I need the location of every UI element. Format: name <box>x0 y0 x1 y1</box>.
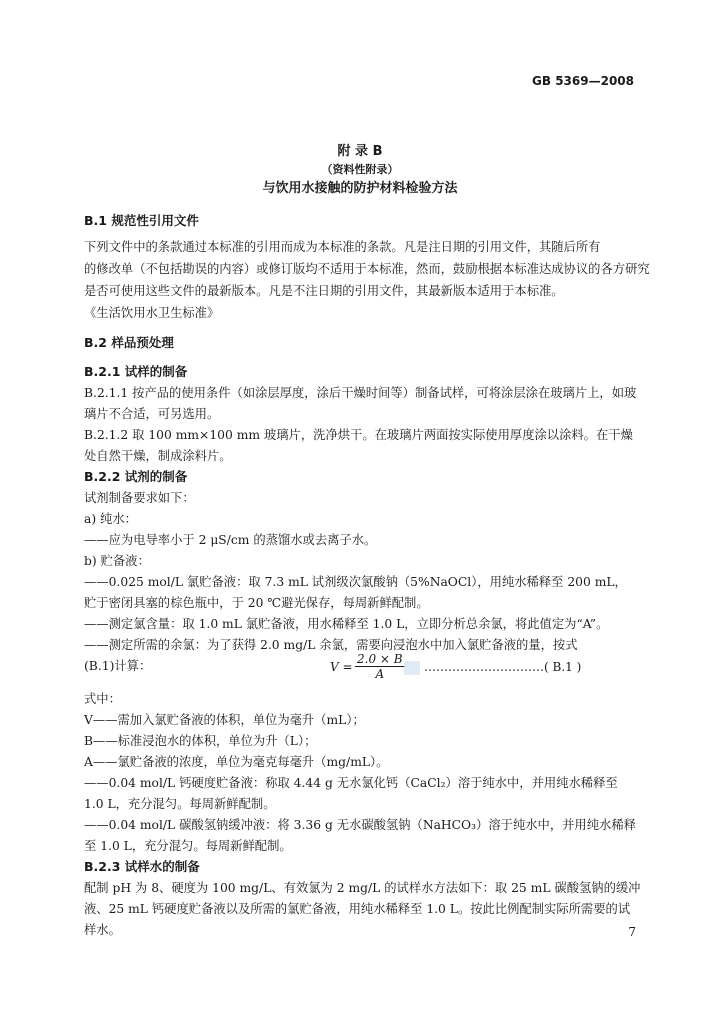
text-line: V——需加入氯贮备液的体积，单位为毫升（mL）； <box>84 713 365 727</box>
section-heading: B.1 规范性引用文件 <box>84 213 199 228</box>
standard-code: GB 5369—2008 <box>532 74 634 88</box>
appendix-label: 附 录 B <box>337 144 383 159</box>
text-line: 式中： <box>84 692 121 706</box>
text-line: A——氯贮备液的浓度，单位为毫克每毫升（mg/mL）。 <box>84 755 389 769</box>
text-line: 配制 pH 为 8、硬度为 100 mg/L、有效氯为 2 mg/L 的试样水方法如下：取 25 mL 碳酸氢钠的缓冲 <box>84 881 641 895</box>
text-line: 是否可使用这些文件的最新版本。凡是不注日期的引用文件，其最新版本适用于本标准。 <box>84 284 564 298</box>
text-line: 贮于密闭具塞的棕色瓶中，于 20 ℃避光保存，每周新鲜配制。 <box>84 596 429 610</box>
text-line: B——标准浸泡水的体积，单位为升（L）； <box>84 734 317 748</box>
formula-denominator: A <box>375 667 385 681</box>
section-heading: B.2 样品预处理 <box>84 335 174 350</box>
text-line: 试剂制备要求如下： <box>84 491 195 505</box>
text-line: ——测定氯含量：取 1.0 mL 氯贮备液，用水稀释至 1.0 L，立即分析总余氯，将此值定为“A”。 <box>84 617 609 631</box>
section-heading: B.2.1 试样的制备 <box>84 364 188 379</box>
text-line: 下列文件中的条款通过本标准的引用而成为本标准的条款。凡是注日期的引用文件，其随后所有 <box>84 240 601 254</box>
formula-numerator: 2.0 × B <box>357 652 403 666</box>
text-line: B.2.1.1 按产品的使用条件（如涂层厚度，涂后干燥时间等）制备试样，可将涂层涂在玻璃片上，如玻 <box>84 386 637 400</box>
text-line: 璃片不合适，可另选用。 <box>84 407 220 421</box>
text-line: b) 贮备液： <box>84 554 150 568</box>
text-line: 至 1.0 L，充分混匀。每周新鲜配制。 <box>84 839 292 853</box>
text-line: ——应为电导率小于 2 μS/cm 的蒸馏水或去离子水。 <box>84 533 377 547</box>
formula-fraction <box>355 652 405 681</box>
section-heading: B.2.3 试样水的制备 <box>84 859 200 874</box>
text-line: ——测定所需的余氯：为了获得 2.0 mg/L 余氯，需要向浸泡水中加入氯贮备液的量，按式 <box>84 638 578 652</box>
formula-reference: …………………………( B.1 ) <box>424 660 582 674</box>
text-line: 处自然干燥，制成涂料片。 <box>84 449 232 463</box>
page-number: 7 <box>628 925 636 939</box>
text-line: (B.1)计算： <box>84 659 152 673</box>
text-line: 1.0 L，充分混匀。每周新鲜配制。 <box>84 797 276 811</box>
text-line: ——0.04 mol/L 钙硬度贮备液：称取 4.44 g 无水氯化钙（CaCl₂）溶于纯水中，并用纯水稀释至 <box>84 776 618 790</box>
text-line: ——0.04 mol/L 碳酸氢钠缓冲液：将 3.36 g 无水碳酸氢钠（NaHCO₃）溶于纯水中，并用纯水稀释 <box>84 818 636 832</box>
text-line: 样水。 <box>84 923 121 937</box>
section-heading: B.2.2 试剂的制备 <box>84 469 188 484</box>
text-line: ——0.025 mol/L 氯贮备液：取 7.3 mL 试剂级次氯酸钠（5%NaOCl），用纯水稀释至 200 mL， <box>84 575 627 589</box>
text-line: 液、25 mL 钙硬度贮备液以及所需的氯贮备液，用纯水稀释至 1.0 L。按此比例配制实际所需要的试 <box>84 902 631 916</box>
formula-lhs: V = <box>330 660 353 674</box>
scan-artifact <box>404 661 420 675</box>
text-line: B.2.1.2 取 100 mm×100 mm 玻璃片，洗净烘干。在玻璃片两面按实际使用厚度涂以涂料。在干燥 <box>84 428 633 442</box>
text-line: a) 纯水： <box>84 512 137 526</box>
text-line: 《生活饮用水卫生标准》 <box>84 306 220 320</box>
text-line: 的修改单（不包括勘误的内容）或修订版均不适用于本标准，然而，鼓励根据本标准达成协议的各方研究 <box>84 262 650 276</box>
appendix-type: （资料性附录） <box>321 163 399 176</box>
appendix-title: 与饮用水接触的防护材料检验方法 <box>262 181 458 196</box>
